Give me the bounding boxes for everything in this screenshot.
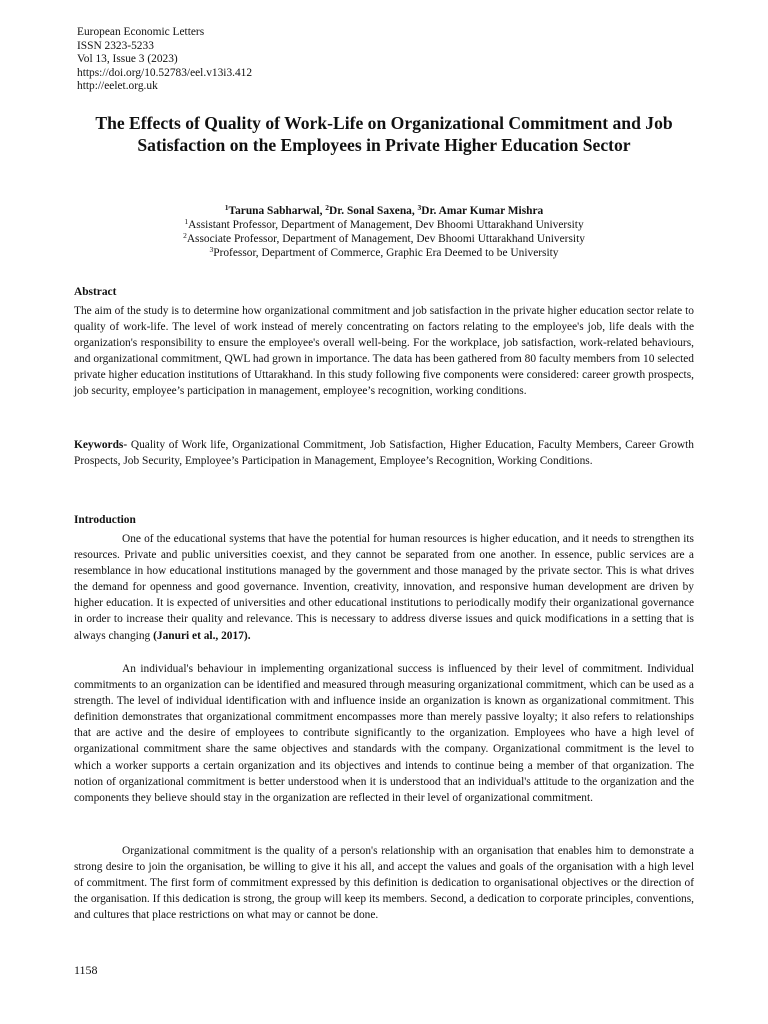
affiliation-1-text: Assistant Professor, Department of Management, Dev Bhoomi Uttarakhand University [188,219,584,231]
keywords-paragraph [74,437,694,469]
author-2-name: Dr. Sonal Saxena, [329,205,418,217]
keywords-label: Keywords- [74,439,128,451]
abstract-text: The aim of the study is to determine how organizational commitment and job satisfaction in the private higher education sector relate to quality of work-life. The level of work instead of merely concentrating on factors relating to the employee's job, life deals with the organization's responsibility to ensure the employee's overall well-being. For the workplace, job satisfaction, work-related behaviours, and organizational commitment, QWL had grown in importance. The data has been gathered from 80 faculty members from 10 selected private higher education institutions of Uttarakhand. In this study following five components were considered: career growth prospects, job security, employee’s participation in management, employee’s recognition, working conditions. [74,305,694,398]
abstract-heading: Abstract [74,286,117,298]
author-block [60,204,708,260]
author-2-marker: 2 [325,203,330,212]
affiliation-3-marker: 3 [209,245,214,254]
author-names [60,204,708,218]
introduction-heading: Introduction [74,514,136,526]
page-number: 1158 [74,963,98,977]
paper-title: The Effects of Quality of Work-Life on Organizational Commitment and Job Satisfaction on the Employees in Private Higher Education Sector [95,113,673,155]
intro-paragraph-1 [74,531,694,644]
author-3-marker: 3 [417,203,422,212]
journal-doi: https://doi.org/10.52783/eel.v13i3.412 [77,66,253,79]
journal-volume: Vol 13, Issue 3 (2023) [77,53,178,66]
affiliation-1 [60,218,708,232]
journal-name: European Economic Letters [77,26,205,38]
keywords-text: Quality of Work life, Organizational Commitment, Job Satisfaction, Higher Education, Faculty Members, Career Growth Prospects, Job Security, Employee’s Participation in Management, Employee’s Recognition, Working Conditions. [74,439,694,468]
affiliation-2-marker: 2 [183,231,187,240]
journal-site: http://eelet.org.uk [77,80,158,93]
affiliation-2-text: Associate Professor, Department of Management, Dev Bhoomi Uttarakhand University [186,233,585,245]
intro-paragraph-2: An individual's behaviour in implementing organizational success is influenced by their level of commitment. Individual commitments to an organization can be identified and measured through measuring organizational commitment, which can be used as a strength. The level of individual identification with and influence inside an organization is known as organizational commitment. This definition demonstrates that organizational commitment encompasses more than merely passive loyalty; it also refers to relationships that are active and the desire of employees to contribute significantly to the organization. Employees who have a high level of organizational commitment share the same objectives and standards with the company. Organizational commitment is the level to which a worker supports a certain organization and its objectives and intends to continue being a member of that organization. The notion of organizational commitment is better understood when it is understood that an individual's attitude to the organization and the components they believe should stay in the organization are reflected in their level of organizational commitment. [74,663,694,804]
affiliation-3 [60,246,708,260]
citation-januri: (Januri et al., 2017). [153,629,251,642]
intro-paragraph-1-text: One of the educational systems that have the potential for human resources is higher education, and it needs to strengthen its resources. Private and public universities coexist, and they cannot be separated from one another. In essence, public services are a resemblance in how educational institutions managed by the government and those managed by the private sector. This is what drives the demand for openness and good governance. Invention, creativity, innovation, and responsive human development are driven by higher education. It is expected of universities and other educational institutions to periodically modify their organizational governance in order to increase their quality and relevance. This is necessary to address diverse issues and quick modifications in a setting that is always changing [74,533,694,642]
affiliation-3-text: Professor, Department of Commerce, Graphic Era Deemed to be University [213,247,559,259]
affiliation-2 [60,232,708,246]
intro-paragraph-3: Organizational commitment is the quality of a person's relationship with an organisation that enables him to demonstrate a strong desire to join the organisation, be willing to give it his all, and accept the values and goals of the organisation with a high level of commitment. The first form of commitment expressed by this definition is dedication to organisational objectives or the direction of the organisation. If this dedication is strong, the group will keep its members. Second, a dedication to corporate principles, conventions, and cultures that place restrictions on what may or cannot be done. [74,845,694,922]
journal-header [77,26,252,94]
author-1-marker: 1 [224,203,229,212]
author-3-name: Dr. Amar Kumar Mishra [421,205,544,217]
author-1-name: Taruna Sabharwal, [228,205,326,217]
affiliation-1-marker: 1 [184,217,189,226]
journal-issn: ISSN 2323-5233 [77,39,154,52]
